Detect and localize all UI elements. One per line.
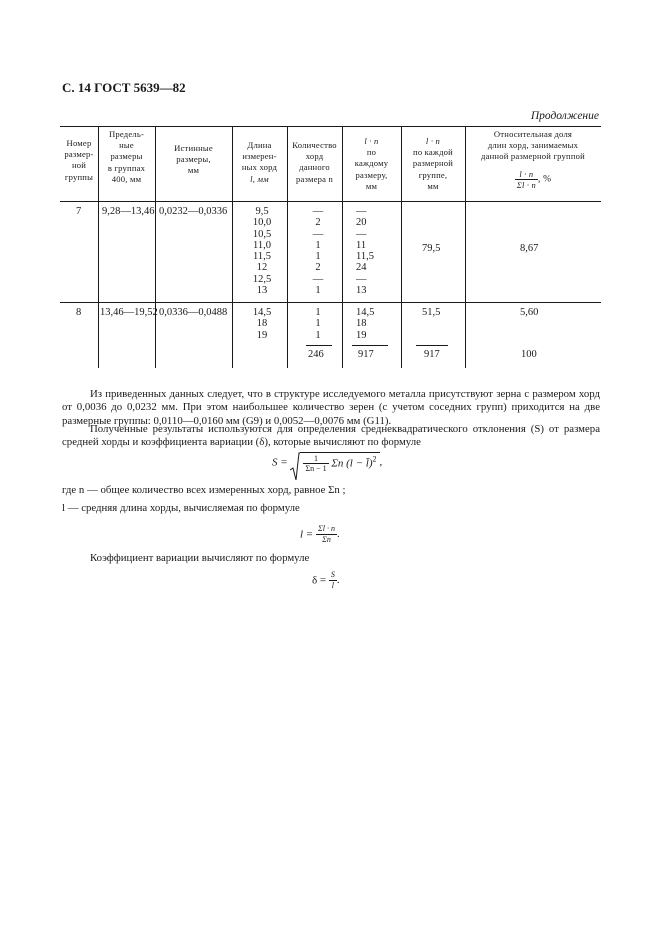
header-limit-sizes: Предель- ные размеры в группах 400, мм (107, 129, 146, 184)
group-7-number: 7 (76, 206, 82, 217)
total-products: 917 (358, 349, 374, 360)
group-8-sum: 51,5 (422, 307, 441, 318)
header-per-group: l · n по каждой размерной группе, мм (412, 136, 454, 191)
group-8-share: 5,60 (520, 307, 539, 318)
table-row: 11,5 (253, 251, 271, 263)
total-count: 246 (308, 349, 324, 360)
table-row: 13 (356, 285, 367, 297)
group-7-lengths (242, 206, 282, 296)
group-8-counts (304, 307, 332, 341)
coef-variation-text: Коэффициент вариации вычисляют по формуле (90, 552, 310, 564)
table-row: — (312, 228, 324, 240)
total-rule (352, 345, 388, 346)
table-row: 1 (315, 329, 321, 341)
group-7-products (356, 206, 390, 296)
definition-l: l — средняя длина хорды, вычисляемая по формуле (62, 502, 300, 514)
sqrt-symbol (290, 452, 300, 482)
table-top-rule (60, 126, 601, 127)
group-7-share: 8,67 (520, 243, 539, 254)
paragraph-conclusion: Из приведенных данных следует, что в структуре исследуемого металла присутствуют зерна с размером хорд от 0,0036 до 0,0232 мм. При этом наибольшее количество зерен (с учетом соседних групп) приходится на две размерные группы: 0,0110—0,0160 мм (G9) и 0,0052—0,0076 мм (G11). (62, 388, 600, 427)
group-7-sum: 79,5 (422, 243, 441, 254)
table-row: 13 (256, 285, 268, 297)
table-row: 10,0 (252, 217, 272, 229)
table-row: 19 (256, 329, 268, 341)
table-row: 12,5 (252, 273, 272, 285)
group-8-number: 8 (76, 307, 82, 318)
table-row: 14,5 (356, 307, 375, 318)
table-row: 14,5 (252, 307, 272, 318)
table-row: 19 (356, 329, 367, 341)
table-row: 20 (356, 217, 367, 229)
table-row: — (312, 206, 324, 217)
table-row: 11,5 (356, 251, 374, 263)
table-row: 2 (315, 217, 321, 229)
group-7-true-sizes: 0,0232—0,0336 (159, 206, 228, 217)
table-row: 2 (315, 262, 321, 274)
group-7-counts (304, 206, 332, 296)
header-true-sizes: Истинные размеры, мм (174, 143, 213, 176)
table-row: 1 (315, 307, 321, 318)
table-header-rule (60, 201, 601, 202)
header-relative-share: Относительная доля длин хорд, занимаемых данной размерной группой $\frac{l \cdot n}{\Sigma l \cdot n}$ , % (481, 129, 585, 190)
table-row: — (356, 228, 367, 240)
table-row: 1 (315, 318, 321, 330)
group-7-limits: 9,28—13,46 (102, 206, 155, 217)
table-row: — (356, 206, 367, 217)
header-group-number: Номер размер- ной группы (64, 138, 94, 182)
header-chord-count: Количество хорд данного размера n (292, 140, 337, 184)
table-row: 18 (256, 318, 268, 330)
data-table (60, 126, 601, 368)
table-row: 24 (356, 262, 367, 274)
table-row: 18 (356, 318, 367, 330)
table-row: 11,0 (253, 239, 271, 251)
total-rule (416, 345, 448, 346)
table-row: 1 (315, 239, 321, 251)
table-row: — (356, 273, 367, 285)
table-row: 1 (315, 285, 321, 297)
header-per-size: l · n по каждому размеру, мм (354, 136, 389, 191)
group-8-products (356, 307, 390, 341)
formula-variation: δ = $\frac{S}{l}$ . (312, 570, 340, 590)
table-row: 1 (315, 251, 321, 263)
total-rule (306, 345, 332, 346)
group-8-limits: 13,46—19,52 (100, 307, 158, 318)
header-chord-length: Длина измерен- ных хорд l, мм (241, 140, 278, 184)
formula-mean-length: l = $\frac{\Sigma l \cdot n}{\Sigma n}$ . (300, 524, 340, 544)
group-8-lengths (242, 307, 282, 341)
table-row: 9,5 (255, 206, 269, 217)
table-row: 12 (256, 262, 268, 274)
paragraph-results: Полученные результаты используются для определения среднеквадратического отклонения (S) от размера средней хорды и коэффициента вариации (δ), которые вычисляют по формуле (62, 423, 600, 449)
group-8-true-sizes: 0,0336—0,0488 (159, 307, 228, 318)
total-group: 917 (424, 349, 440, 360)
formula-std-deviation: S = $\frac{1}{\Sigma n - 1}$ Σn (l − l̄)$^2$ , (272, 452, 382, 473)
table-row: — (312, 273, 324, 285)
table-group-rule (60, 302, 601, 303)
page-header: С. 14 ГОСТ 5639—82 (62, 80, 186, 95)
table-row: 10,5 (252, 228, 272, 240)
continued-label: Продолжение (530, 110, 599, 122)
definition-n: где n — общее количество всех измеренных хорд, равное Σn ; (62, 484, 346, 496)
total-share: 100 (521, 349, 537, 360)
table-row: 11 (356, 239, 367, 251)
